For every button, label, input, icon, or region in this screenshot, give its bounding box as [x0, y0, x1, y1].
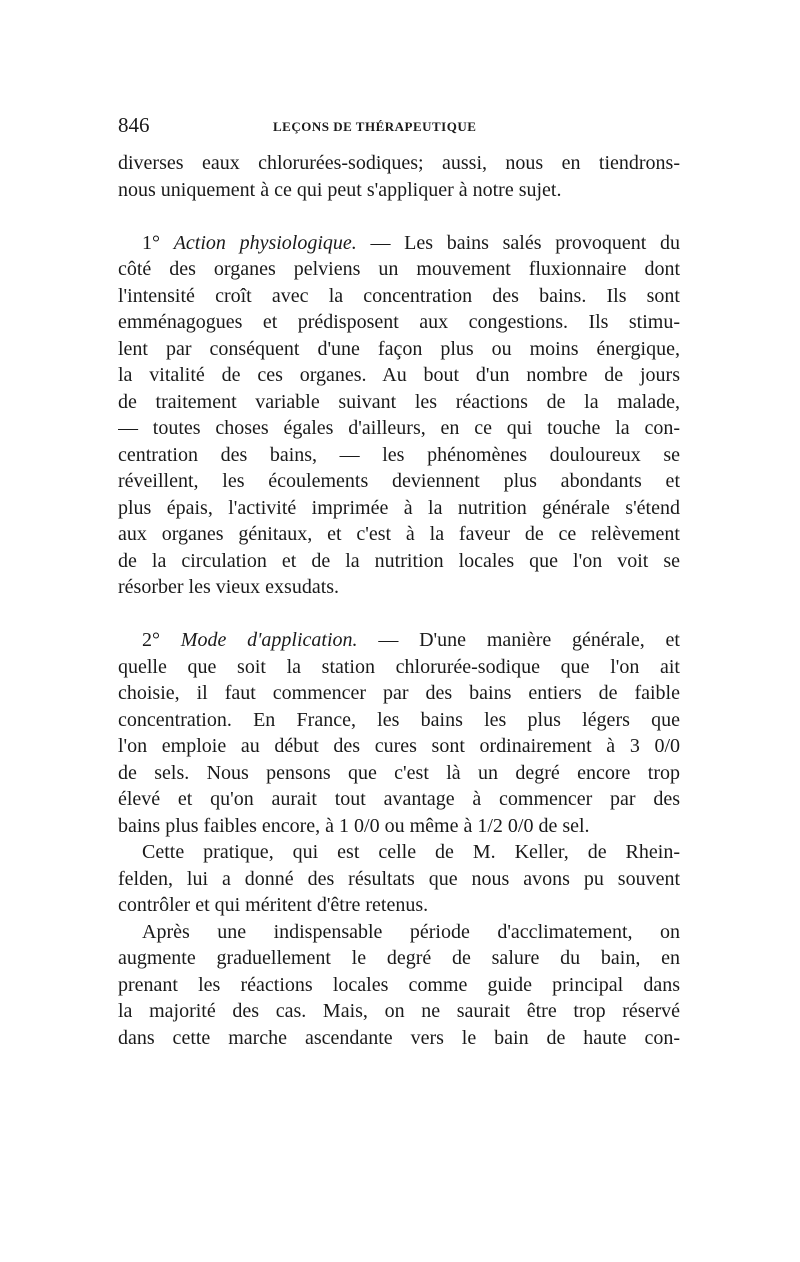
text-line: bains plus faibles encore, à 1 0/0 ou même à 1/2 0/0 de sel. [118, 814, 590, 837]
text-line: élevé et qu'on aurait tout avantage à commencer par des [118, 788, 680, 810]
text-line: lent par conséquent d'une façon plus ou moins énergique, [118, 337, 680, 360]
paragraph-acclimatement [118, 919, 680, 1052]
text-line: Après une indispensable période d'acclimatement, on [142, 920, 680, 943]
text-line: felden, lui a donné des résultats que nous avons pu souvent [118, 867, 680, 890]
section-number: 1° [142, 231, 174, 254]
text-line: — toutes choses égales d'ailleurs, en ce qui touche la con- [118, 417, 680, 439]
paragraph-keller [118, 839, 680, 919]
text-fragment: — Les bains salés provoquent du [356, 231, 680, 254]
text-line: choisie, il faut commencer par des bains entiers de faible [118, 682, 680, 704]
text-line: diverses eaux chlorurées-sodiques; aussi, nous en tiendrons- [118, 152, 680, 174]
text-line: concentration. En France, les bains les plus légers que [118, 708, 680, 731]
text-line: la vitalité de ces organes. Au bout d'un nombre de jours [118, 364, 680, 386]
text-line: la majorité des cas. Mais, on ne saurait être trop réservé [118, 1000, 680, 1022]
text-line: dans cette marche ascendante vers le bain de haute con- [118, 1026, 680, 1049]
text-line: l'intensité croît avec la concentration des bains. Ils sont [118, 284, 680, 307]
text-line: de sels. Nous pensons que c'est là un degré encore trop [118, 761, 680, 784]
text-line: centration des bains, — les phénomènes douloureux se [118, 443, 680, 466]
text-line: réveillent, les écoulements deviennent plus abondants et [118, 470, 680, 492]
text-line: côté des organes pelviens un mouvement fluxionnaire dont [118, 258, 680, 280]
text-line: quelle que soit la station chlorurée-sodique que l'on ait [118, 655, 680, 678]
text-line: contrôler et qui méritent d'être retenus. [118, 894, 429, 916]
text-line: emménagogues et prédisposent aux congestions. Ils stimu- [118, 311, 680, 333]
text-line [118, 627, 680, 654]
section-title: Mode d'application. [180, 629, 358, 651]
section-number: 2° [142, 629, 181, 651]
page-number: 846 [118, 113, 150, 137]
text-line: Cette pratique, qui est celle de M. Keller, de Rhein- [142, 841, 680, 863]
paragraph-gap [118, 203, 680, 230]
paragraph-continuation [118, 150, 680, 203]
section-title: Action physiologique. [173, 231, 357, 254]
paragraph-action-physiologique [118, 230, 680, 601]
text-line: aux organes génitaux, et c'est à la faveur de ce relèvement [118, 523, 680, 545]
text-line: augmente graduellement le degré de salure du bain, en [118, 947, 680, 969]
paragraph-mode-application [118, 627, 680, 839]
text-line: prenant les réactions locales comme guide principal dans [118, 973, 680, 996]
running-head: LEÇONS DE THÉRAPEUTIQUE [273, 119, 477, 134]
text-line: de traitement variable suivant les réactions de la malade, [118, 390, 680, 413]
text-line [118, 230, 680, 257]
text-line: nous uniquement à ce qui peut s'appliquer à notre sujet. [118, 178, 562, 201]
page-header [118, 112, 680, 142]
text-fragment: — D'une manière générale, et [357, 629, 680, 651]
text-line: plus épais, l'activité imprimée à la nutrition générale s'étend [118, 496, 680, 519]
body-text [118, 150, 680, 1051]
text-line: de la circulation et de la nutrition locales que l'on voit se [118, 549, 680, 572]
text-line: l'on emploie au début des cures sont ordinairement à 3 0/0 [118, 735, 680, 757]
paragraph-gap [118, 601, 680, 628]
text-line: résorber les vieux exsudats. [118, 576, 340, 598]
